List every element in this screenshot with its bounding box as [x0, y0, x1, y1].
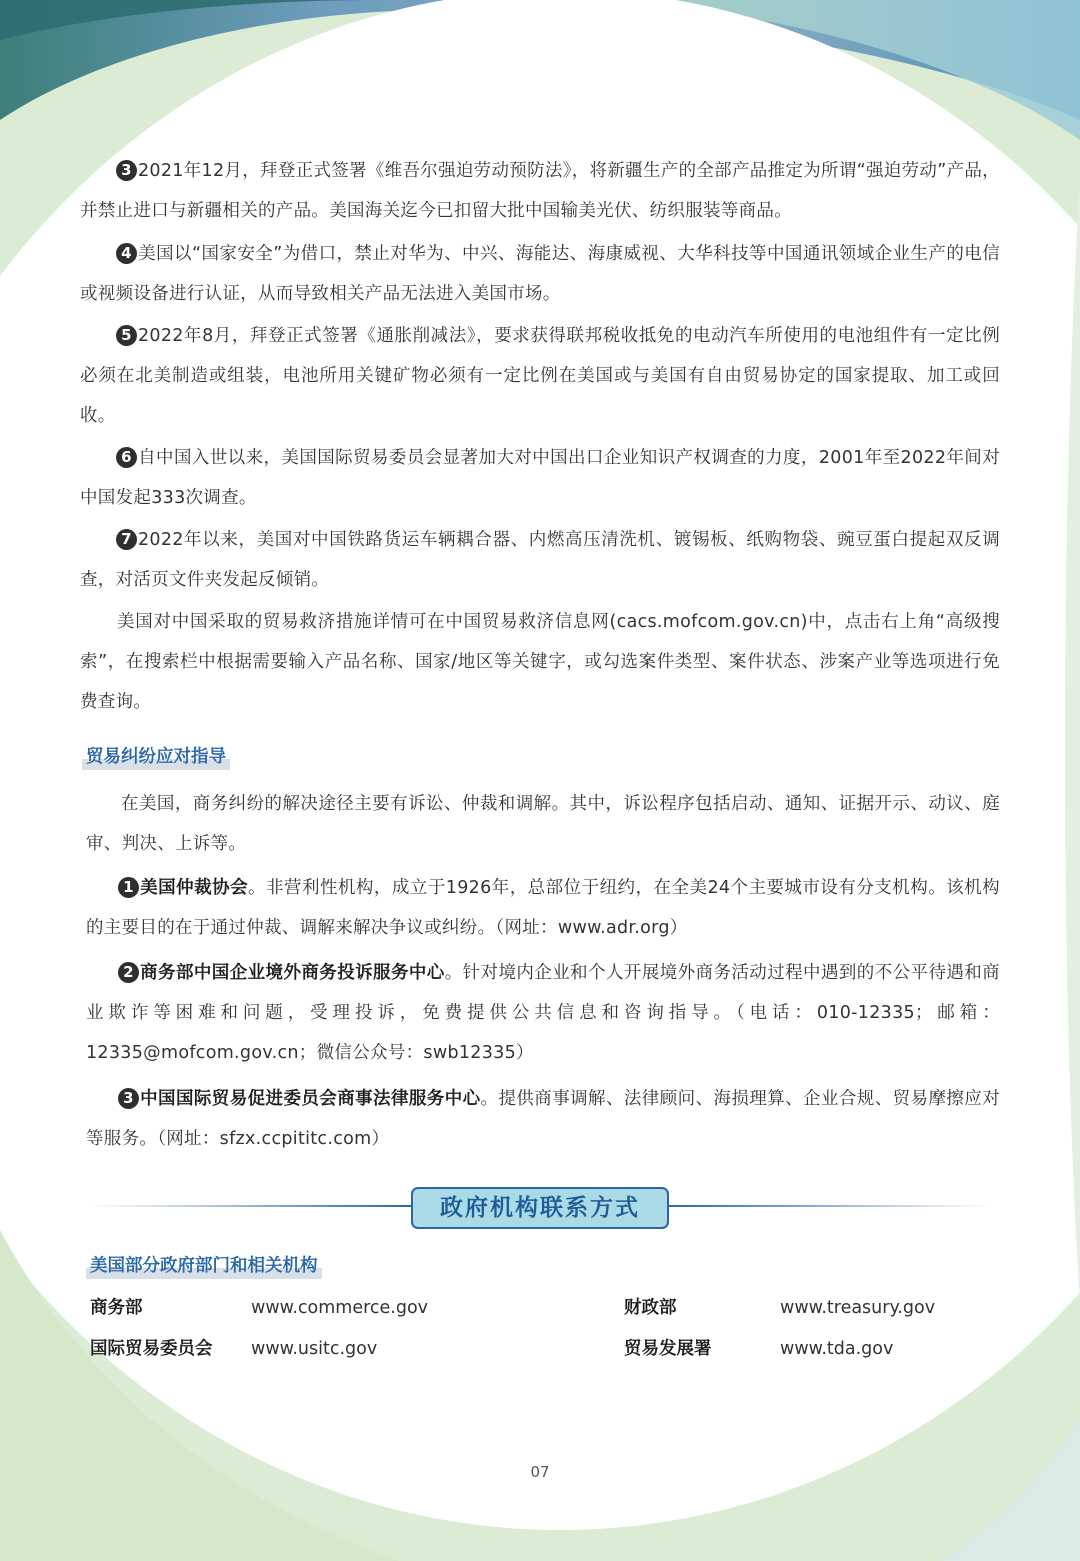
dispute-item-mofcom-complaint-center: 2 商务部中国企业境外商务投诉服务中心。针对境内企业和个人开展境外商务活动过程中遇到的不公平待遇和商业欺诈等困难和问题，受理投诉，免费提供公共信息和咨询指导。（电话：010-12335；邮箱：12335@mofcom.gov.cn；微信公众号：swb12335）	[86, 963, 1000, 1063]
agency-name-treasury: 财政部	[624, 1298, 677, 1318]
paragraph-item-3: 3 2021年12月，拜登正式签署《维吾尔强迫劳动预防法》，将新疆生产的全部产品推定为所谓“强迫劳动”产品，并禁止进口与新疆相关的产品。美国海关迄今已扣留大批中国输美光伏、纺织服装等商品。	[80, 161, 1000, 221]
paragraph-item-4: 4 美国以“国家安全”为借口，禁止对华为、中兴、海能达、海康威视、大华科技等中国通讯领域企业生产的电信或视频设备进行认证，从而导致相关产品无法进入美国市场。	[80, 244, 1000, 304]
paragraph-item-7: 7 2022年以来，美国对中国铁路货运车辆耦合器、内燃高压清洗机、镀锡板、纸购物袋、豌豆蛋白提起双反调查，对活页文件夹发起反倾销。	[80, 530, 1000, 590]
agency-url-treasury[interactable]: www.treasury.gov	[780, 1298, 936, 1318]
agency-name-usitc: 国际贸易委员会	[90, 1339, 213, 1359]
dispute-item-ccpit-legal-center: 3 中国国际贸易促进委员会商事法律服务中心。提供商事调解、法律顾问、海损理算、企业合规、贸易摩擦应对等服务。（网址：sfzx.ccpititc.com）	[86, 1089, 1000, 1149]
dispute-item-aaa: 1 美国仲裁协会。非营利性机构，成立于1926年，总部位于纽约，在全美24个主要城市设有分支机构。该机构的主要目的在于通过仲裁、调解来解决争议或纠纷。（网址：www.adr.org）	[86, 878, 1000, 938]
number-badge: 4	[116, 243, 137, 264]
organization-name: 美国仲裁协会	[140, 878, 249, 898]
agency-name-commerce: 商务部	[90, 1298, 143, 1318]
agency-url-commerce[interactable]: www.commerce.gov	[251, 1298, 429, 1318]
section-heading-us-agencies: 美国部分政府部门和相关机构	[86, 1253, 322, 1279]
paragraph-item-6: 6 自中国入世以来，美国国际贸易委员会显著加大对中国出口企业知识产权调查的力度，2001年至2022年间对中国发起333次调查。	[80, 448, 1000, 508]
page-number: 07	[530, 1463, 550, 1481]
number-badge: 3	[116, 160, 137, 181]
number-badge: 1	[118, 877, 139, 898]
paragraph-dispute-intro: 在美国，商务纠纷的解决途径主要有诉讼、仲裁和调解。其中，诉讼程序包括启动、通知、证据开示、动议、庭审、判决、上诉等。	[86, 794, 1000, 854]
number-badge: 2	[118, 962, 139, 983]
agency-url-usitc[interactable]: www.usitc.gov	[251, 1339, 378, 1359]
banner-divider-right	[664, 1205, 990, 1207]
section-banner-government-contacts: 政府机构联系方式	[411, 1187, 669, 1229]
agency-name-tda: 贸易发展署	[624, 1339, 712, 1359]
number-badge: 5	[116, 325, 137, 346]
section-heading-dispute-guidance: 贸易纠纷应对指导	[82, 744, 230, 770]
number-badge: 7	[116, 529, 137, 550]
number-badge: 6	[116, 447, 137, 468]
agency-url-tda[interactable]: www.tda.gov	[780, 1339, 894, 1359]
paragraph-item-5: 5 2022年8月，拜登正式签署《通胀削减法》，要求获得联邦税收抵免的电动汽车所使用的电池组件有一定比例必须在北美制造或组装，电池所用关键矿物必须有一定比例在美国或与美国有自由贸易协定的国家提取、加工或回收。	[80, 326, 1000, 426]
organization-name: 商务部中国企业境外商务投诉服务中心	[140, 963, 445, 983]
paragraph-trade-remedy-lookup: 美国对中国采取的贸易救济措施详情可在中国贸易救济信息网(cacs.mofcom.gov.cn)中，点击右上角“高级搜索”，在搜索栏中根据需要输入产品名称、国家/地区等关键字，或勾选案件类型、案件状态、涉案产业等选项进行免费查询。	[80, 612, 1000, 712]
organization-name: 中国国际贸易促进委员会商事法律服务中心	[140, 1089, 481, 1109]
number-badge: 3	[118, 1088, 139, 1109]
banner-divider-left	[90, 1205, 412, 1207]
